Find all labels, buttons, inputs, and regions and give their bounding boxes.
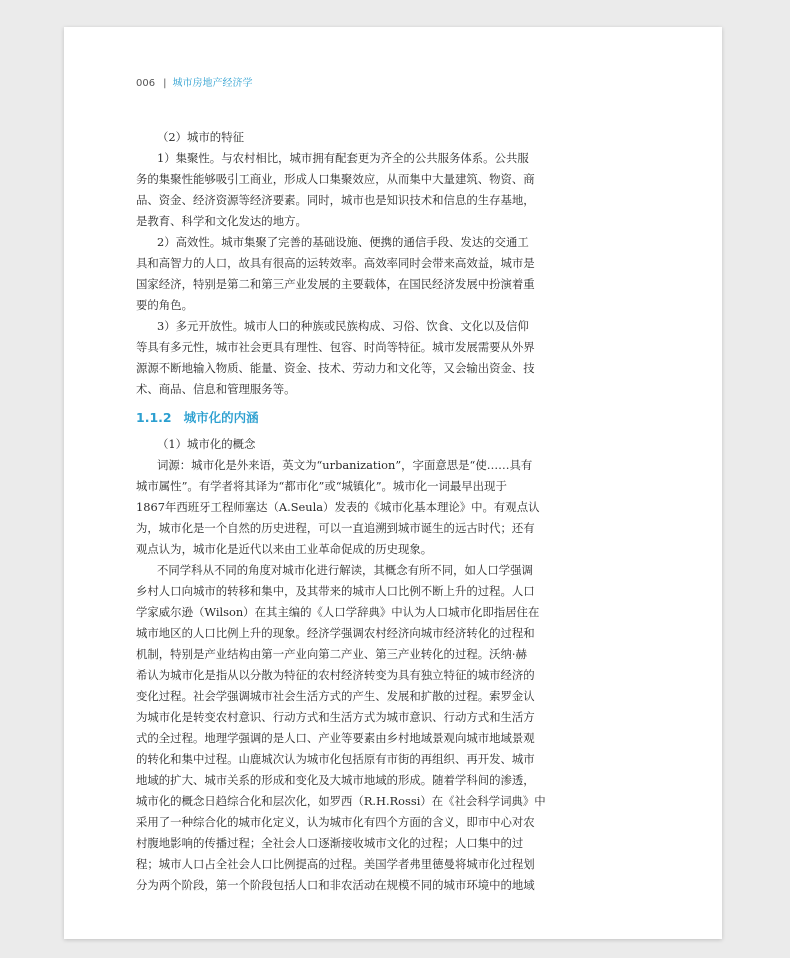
text-line: 为，城市化是一个自然的历史进程，可以一直追溯到城市诞生的远古时代；还有 bbox=[136, 521, 535, 535]
text-line: 国家经济，特别是第二和第三产业发展的主要载体，在国民经济发展中扮演着重 bbox=[136, 277, 535, 291]
text-line: 观点认为，城市化是近代以来由工业革命促成的历史现象。 bbox=[136, 542, 433, 556]
text-line: 1867年西班牙工程师塞达（A.Seula）发表的《城市化基本理论》中。有观点认 bbox=[136, 500, 540, 514]
text-line: 不同学科从不同的角度对城市化进行解读，其概念有所不同，如人口学强调 bbox=[157, 563, 533, 577]
text-line: 术、商品、信息和管理服务等。 bbox=[136, 382, 296, 396]
text-line: 城市化的概念日趋综合化和层次化，如罗西（R.H.Rossi）在《社会科学词典》中 bbox=[136, 794, 546, 808]
text-line: 希认为城市化是指从以分散为特征的农村经济转变为具有独立特征的城市经济的 bbox=[136, 668, 535, 682]
text-line: 3）多元开放性。城市人口的种族或民族构成、习俗、饮食、文化以及信仰 bbox=[157, 319, 529, 333]
section-title: 城市化的内涵 bbox=[183, 410, 259, 425]
text-line: 乡村人口向城市的转移和集中，及其带来的城市人口比例不断上升的过程。人口 bbox=[136, 584, 535, 598]
header-separator: | bbox=[163, 78, 167, 89]
text-line: 词源：城市化是外来语，英文为“urbanization”，字面意思是“使……具有 bbox=[157, 458, 533, 472]
subheading-urbanization-concept: （1）城市化的概念 bbox=[157, 437, 256, 451]
text-line: 1）集聚性。与农村相比，城市拥有配套更为齐全的公共服务体系。公共服 bbox=[157, 151, 529, 165]
text-line: 等具有多元性，城市社会更具有理性、包容、时尚等特征。城市发展需要从外界 bbox=[136, 340, 535, 354]
text-line: 的转化和集中过程。山鹿城次认为城市化包括原有市街的再组织、再开发、城市 bbox=[136, 752, 535, 766]
text-line: 程；城市人口占全社会人口比例提高的过程。美国学者弗里德曼将城市化过程划 bbox=[136, 857, 535, 871]
text-line: 村腹地影响的传播过程；全社会人口逐渐接收城市文化的过程；人口集中的过 bbox=[136, 836, 524, 850]
urbanization-body bbox=[136, 455, 601, 896]
text-line: 地域的扩大、城市关系的形成和变化及大城市地域的形成。随着学科间的渗透， bbox=[136, 773, 535, 787]
book-page bbox=[64, 27, 722, 939]
text-line: 城市地区的人口比例上升的现象。经济学强调农村经济向城市经济转化的过程和 bbox=[136, 626, 535, 640]
section-heading bbox=[136, 406, 601, 430]
paragraph bbox=[136, 455, 601, 560]
subheading-city-features: （2）城市的特征 bbox=[157, 130, 244, 144]
city-features-body bbox=[136, 148, 601, 400]
paragraph bbox=[136, 560, 601, 896]
section-number: 1.1.2 bbox=[136, 410, 172, 425]
text-line: 式的全过程。地理学强调的是人口、产业等要素由乡村地域景观向城市地域景观 bbox=[136, 731, 535, 745]
text-line: 变化过程。社会学强调城市社会生活方式的产生、发展和扩散的过程。索罗金认 bbox=[136, 689, 535, 703]
text-line: 采用了一种综合化的城市化定义，认为城市化有四个方面的含义，即市中心对农 bbox=[136, 815, 535, 829]
text-line: 为城市化是转变农村意识、行动方式和生活方式为城市意识、行动方式和生活方 bbox=[136, 710, 535, 724]
paragraph bbox=[136, 148, 601, 232]
text-line: 城市属性”。有学者将其译为“都市化”或“城镇化”。城市化一词最早出现于 bbox=[136, 479, 507, 493]
text-line: 要的角色。 bbox=[136, 298, 193, 312]
text-line: 机制，特别是产业结构由第一产业向第二产业、第三产业转化的过程。沃纳·赫 bbox=[136, 647, 527, 661]
text-line: 具和高智力的人口，故具有很高的运转效率。高效率同时会带来高效益，城市是 bbox=[136, 256, 535, 270]
text-line: 务的集聚性能够吸引工商业，形成人口集聚效应，从而集中大量建筑、物资、商 bbox=[136, 172, 535, 186]
text-line: 分为两个阶段，第一个阶段包括人口和非农活动在规模不同的城市环境中的地域 bbox=[136, 878, 535, 892]
text-line: 源源不断地输入物质、能量、资金、技术、劳动力和文化等，又会输出资金、技 bbox=[136, 361, 535, 375]
running-header bbox=[136, 77, 252, 91]
paragraph bbox=[136, 232, 601, 316]
text-line: 品、资金、经济资源等经济要素。同时，城市也是知识技术和信息的生存基地， bbox=[136, 193, 535, 207]
text-line: 是教育、科学和文化发达的地方。 bbox=[136, 214, 307, 228]
page-number: 006 bbox=[136, 78, 156, 89]
text-line: 学家威尔逊（Wilson）在其主编的《人口学辞典》中认为人口城市化即指居住在 bbox=[136, 605, 540, 619]
book-title: 城市房地产经济学 bbox=[172, 78, 253, 89]
paragraph bbox=[136, 316, 601, 400]
page-content bbox=[136, 127, 601, 896]
text-line: 2）高效性。城市集聚了完善的基础设施、便携的通信手段、发达的交通工 bbox=[157, 235, 529, 249]
